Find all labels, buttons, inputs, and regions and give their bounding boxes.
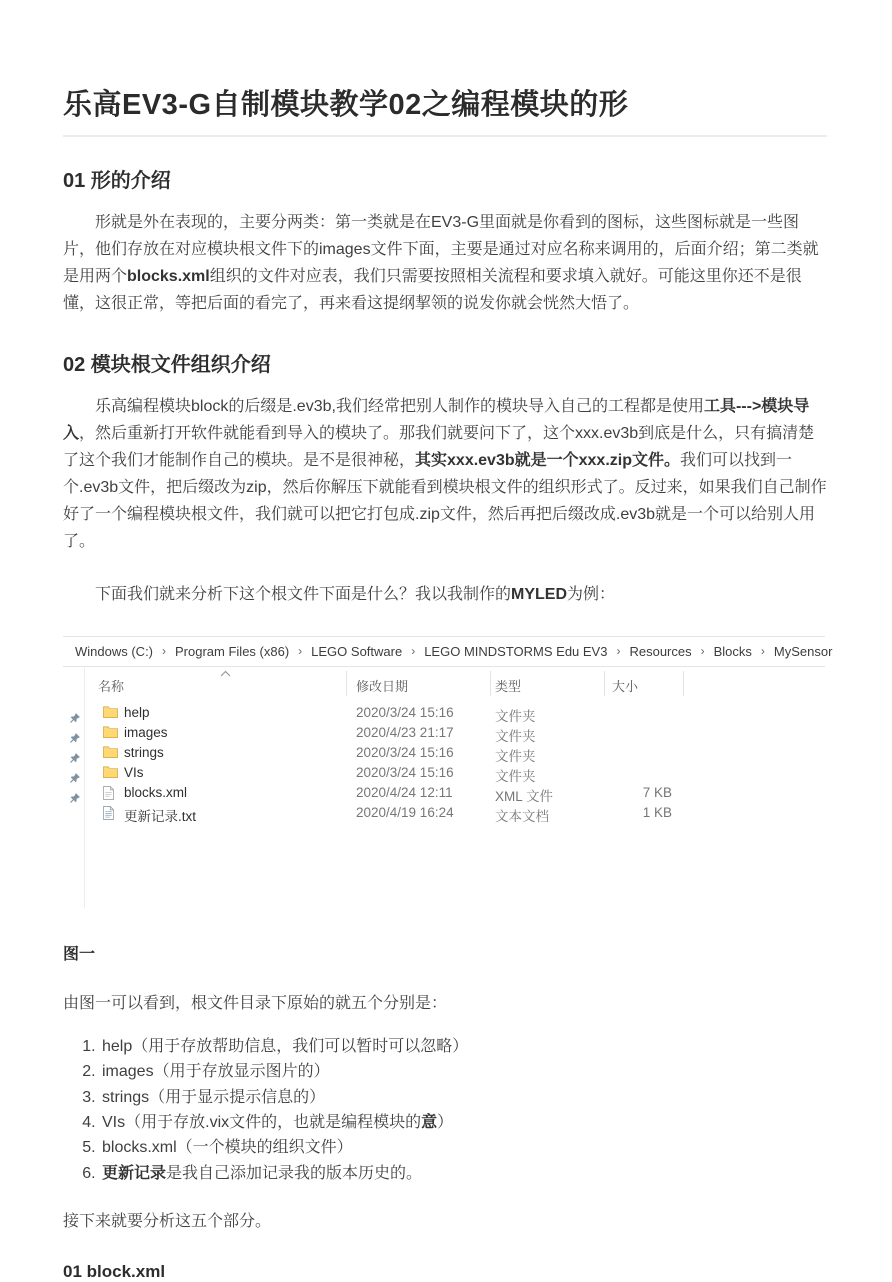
folder-icon — [103, 766, 119, 781]
section-heading-2: 02 模块根文件组织介绍 — [63, 353, 271, 376]
file-type: 文件夹 — [495, 768, 536, 784]
column-header-name: 名称 — [98, 678, 125, 694]
text-segment: 组织的文件对应表，我们只需要按照相关流程和要求填入就好。可能这里你还不是很懂，这很正常，等把后面的看完了，再来看这提纲挈领的说发你就会恍然大悟了。 — [63, 267, 802, 312]
breadcrumb-separator-icon: › — [760, 644, 765, 659]
table-row — [63, 703, 827, 723]
table-row — [63, 723, 827, 743]
text-segment: 乐高编程模块block的后缀是.ev3b,我们经常把别人制作的模块导入自己的工程都是使用 — [95, 397, 704, 415]
paragraph-myled-example — [63, 581, 827, 608]
section-heading-1: 01 形的介绍 — [63, 169, 171, 192]
text-segment: 为例： — [567, 585, 616, 603]
folder-icon — [103, 746, 119, 761]
root-items-list — [63, 1034, 827, 1186]
text-segment: blocks.xml（一个模块的组织文件） — [102, 1139, 353, 1157]
column-header-type: 类型 — [495, 678, 522, 694]
file-name: blocks.xml — [124, 784, 188, 800]
text-segment: 形就是外在表现的，主要分两类：第一类就是在EV3-G里面就是你看到的图标，这些图标就是一些图片，他们存放在对应模块根文件下的images文件下面，主要是通过对应名称来调用的，后面介绍；第二类就是用两个 — [63, 213, 819, 285]
breadcrumb-item: LEGO MINDSTORMS Edu EV3 — [424, 643, 608, 659]
folder-icon — [103, 706, 119, 721]
list-item — [100, 1161, 827, 1186]
breadcrumb-item: Program Files (x86) — [175, 643, 290, 659]
breadcrumb-item: LEGO Software — [311, 643, 403, 659]
text-segment: help（用于存放帮助信息，我们可以暂时可以忽略） — [102, 1037, 469, 1055]
explorer-screenshot-figure — [63, 628, 833, 911]
divider — [683, 671, 684, 696]
list-item — [100, 1110, 827, 1135]
column-header-date: 修改日期 — [356, 678, 409, 694]
breadcrumb-separator-icon: › — [162, 644, 167, 659]
file-name: help — [124, 704, 150, 720]
page-title: 乐高EV3-G自制模块教学02之编程模块的形 — [63, 88, 827, 137]
divider — [604, 671, 605, 696]
paragraph-root-organization — [63, 393, 827, 555]
file-date-modified: 2020/4/19 16:24 — [356, 804, 454, 820]
text-segment: 我们可以找到一个.ev3b文件，把后缀改为zip，然后你解压下就能看到模块根文件的组织形式了。反过来，如果我们自己制作好了一个编程模块根文件，我们就可以把它打包成.zip文件，然后再把后缀改成.ev3b就是一个可以给别人用了。 — [63, 451, 827, 550]
breadcrumb-separator-icon: › — [616, 644, 621, 659]
file-date-modified: 2020/3/24 15:16 — [356, 704, 454, 720]
breadcrumb-item: Resources — [629, 643, 692, 659]
file-date-modified: 2020/4/23 21:17 — [356, 724, 454, 740]
file-name: 更新记录.txt — [124, 808, 197, 824]
table-row — [63, 763, 827, 783]
file-name: images — [124, 724, 168, 740]
breadcrumb-separator-icon: › — [700, 644, 705, 659]
text-segment: ） — [437, 1114, 454, 1132]
column-header-size: 大小 — [612, 678, 639, 694]
breadcrumb-separator-icon: › — [411, 644, 416, 659]
text-segment: VIs（用于存放.vix文件的，也就是编程模块的 — [102, 1114, 422, 1132]
file-type: 文件夹 — [495, 708, 536, 724]
divider — [490, 671, 491, 696]
file-type: XML 文件 — [495, 788, 554, 804]
file-size: 7 KB — [642, 784, 672, 800]
chevron-up-icon — [220, 670, 231, 677]
divider — [63, 666, 825, 667]
text-segment-bold: 其实xxx.ev3b就是一个xxx.zip文件。 — [415, 451, 680, 469]
paragraph-shape-intro — [63, 209, 827, 317]
file-list — [63, 703, 827, 823]
text-segment-bold: 更新记录 — [102, 1164, 167, 1182]
text-segment-bold: 意 — [421, 1114, 438, 1132]
text-segment: images（用于存放显示图片的） — [102, 1063, 330, 1081]
file-name: strings — [124, 744, 164, 760]
file-date-modified: 2020/4/24 12:11 — [356, 784, 453, 800]
breadcrumb-item: Blocks — [713, 643, 752, 659]
breadcrumb-separator-icon: › — [298, 644, 303, 659]
text-segment-bold: blocks.xml — [127, 267, 210, 285]
text-segment: strings（用于显示提示信息的） — [102, 1088, 326, 1106]
subsection-heading-blockxml: 01 block.xml — [63, 1262, 166, 1282]
file-date-modified: 2020/3/24 15:16 — [356, 764, 454, 780]
table-row — [63, 743, 827, 763]
list-item — [100, 1135, 827, 1160]
paragraph-after-figure: 由图一可以看到，根文件目录下原始的就五个分别是： — [63, 994, 448, 1012]
table-row — [63, 803, 827, 823]
text-segment-bold: MYLED — [511, 585, 568, 603]
list-item — [100, 1034, 827, 1059]
file-type: 文件夹 — [495, 728, 536, 744]
article-content — [63, 0, 833, 1282]
text-segment: 是我自己添加记录我的版本历史的。 — [166, 1164, 423, 1182]
text-segment: 下面我们就来分析下这个根文件下面是什么？我以我制作的 — [95, 585, 512, 603]
breadcrumb-item: Windows (C:) — [75, 643, 154, 659]
file-date-modified: 2020/3/24 15:16 — [356, 744, 454, 760]
breadcrumb — [75, 644, 832, 659]
table-row — [63, 783, 827, 803]
file-type: 文件夹 — [495, 748, 536, 764]
list-item — [100, 1085, 827, 1110]
file-icon — [103, 786, 119, 801]
divider — [346, 671, 347, 696]
text-segment-bold: 工具--->模块导入 — [63, 397, 810, 442]
text-file-icon — [103, 806, 119, 821]
text-segment: ，然后重新打开软件就能看到导入的模块了。那我们就要问下了，这个xxx.ev3b到底是什么，只有搞清楚了这个我们才能制作自己的模块。是不是很神秘， — [63, 424, 815, 469]
figure-caption: 图一 — [63, 945, 96, 963]
divider — [63, 636, 825, 637]
paragraph-closing: 接下来就要分析这五个部分。 — [63, 1213, 272, 1231]
breadcrumb-item: MySensor — [773, 643, 833, 659]
folder-icon — [103, 726, 119, 741]
file-name: VIs — [124, 764, 144, 780]
file-size: 1 KB — [642, 804, 672, 820]
file-type: 文本文档 — [495, 808, 549, 824]
list-item — [100, 1059, 827, 1084]
